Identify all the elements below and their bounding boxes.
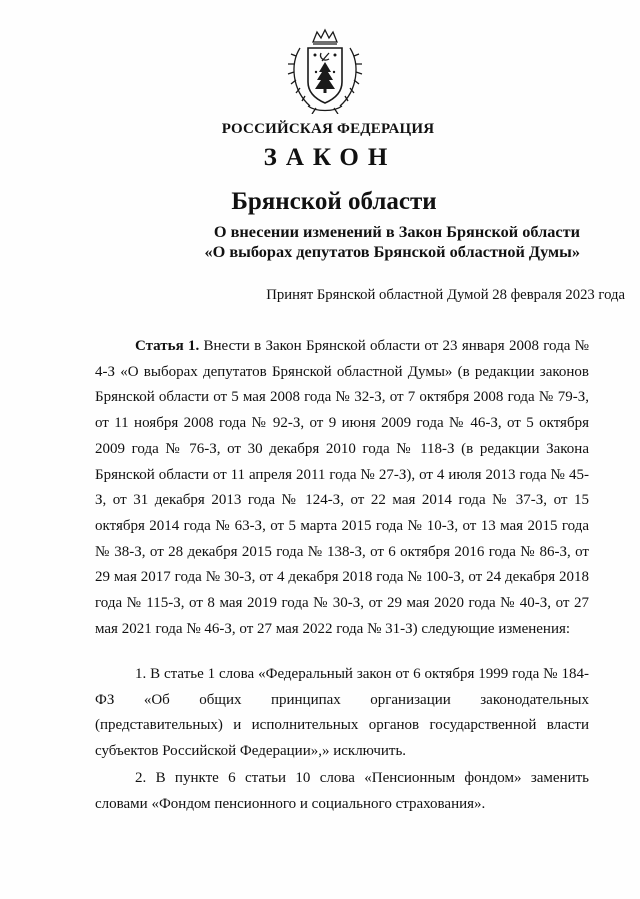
region-title: Брянской области bbox=[231, 188, 437, 215]
bryansk-coat-of-arms-icon bbox=[286, 28, 364, 114]
article-1-text: Внести в Закон Брянской области от 23 января 2008 года № 4-З «О выборах депутатов Брянской областной Думы» (в редакции законов Брянской области от 5 мая 2008 года № 32-З, от 7 октября 2008 года № 79-З, от 11 ноября 2008 года № 92-З, от 9 июня 2009 года № 46-З, от 5 октября 2009 года № 76-З, от 30 декабря 2010 года № 118-З (в редакции Закона Брянской области от 11 апреля 2011 года № 27-З), от 4 июля 2013 года № 45-З, от 31 декабря 2013 года № 124-З, от 22 мая 2014 года № 37-З, от 15 октября 2014 года № 63-З, от 5 марта 2015 года № 10-З, от 13 мая 2015 года № 38-З, от 28 декабря 2015 года № 138-З, от 6 октября 2016 года № 86-З, от 29 мая 2017 года № 30-З, от 4 декабря 2018 года № 100-З, от 24 декабря 2018 года № 115-З, от 8 мая 2019 года № 30-З, от 29 мая 2020 года № 40-З, от 27 мая 2021 года № 46-З, от 27 мая 2022 года № 31-З) следующие изменения: bbox=[95, 338, 589, 637]
amendment-item-2: 2. В пункте 6 статьи 10 слова «Пенсионным фондом» заменить словами «Фондом пенсионного и социального страхования». bbox=[95, 770, 589, 812]
article-1-label: Статья 1. bbox=[135, 338, 200, 354]
amendment-item-1: 1. В статье 1 слова «Федеральный закон от 6 октября 1999 года № 184-ФЗ «Об общих принципах организации законодательных (представительных) и исполнительных органов государственной власти субъектов Российской Федерации»,» исключить. bbox=[95, 666, 589, 760]
law-subject bbox=[150, 222, 580, 262]
law-subject-line-2: «О выборах депутатов Брянской областной Думы» bbox=[204, 242, 580, 261]
document-type-title: ЗАКОН bbox=[263, 144, 397, 171]
adoption-note: Принят Брянской областной Думой 28 февраля 2023 года bbox=[266, 287, 625, 303]
country-title: РОССИЙСКАЯ ФЕДЕРАЦИЯ bbox=[221, 121, 435, 137]
article-1-paragraph bbox=[95, 334, 589, 642]
law-subject-line-1: О внесении изменений в Закон Брянской области bbox=[213, 222, 580, 241]
